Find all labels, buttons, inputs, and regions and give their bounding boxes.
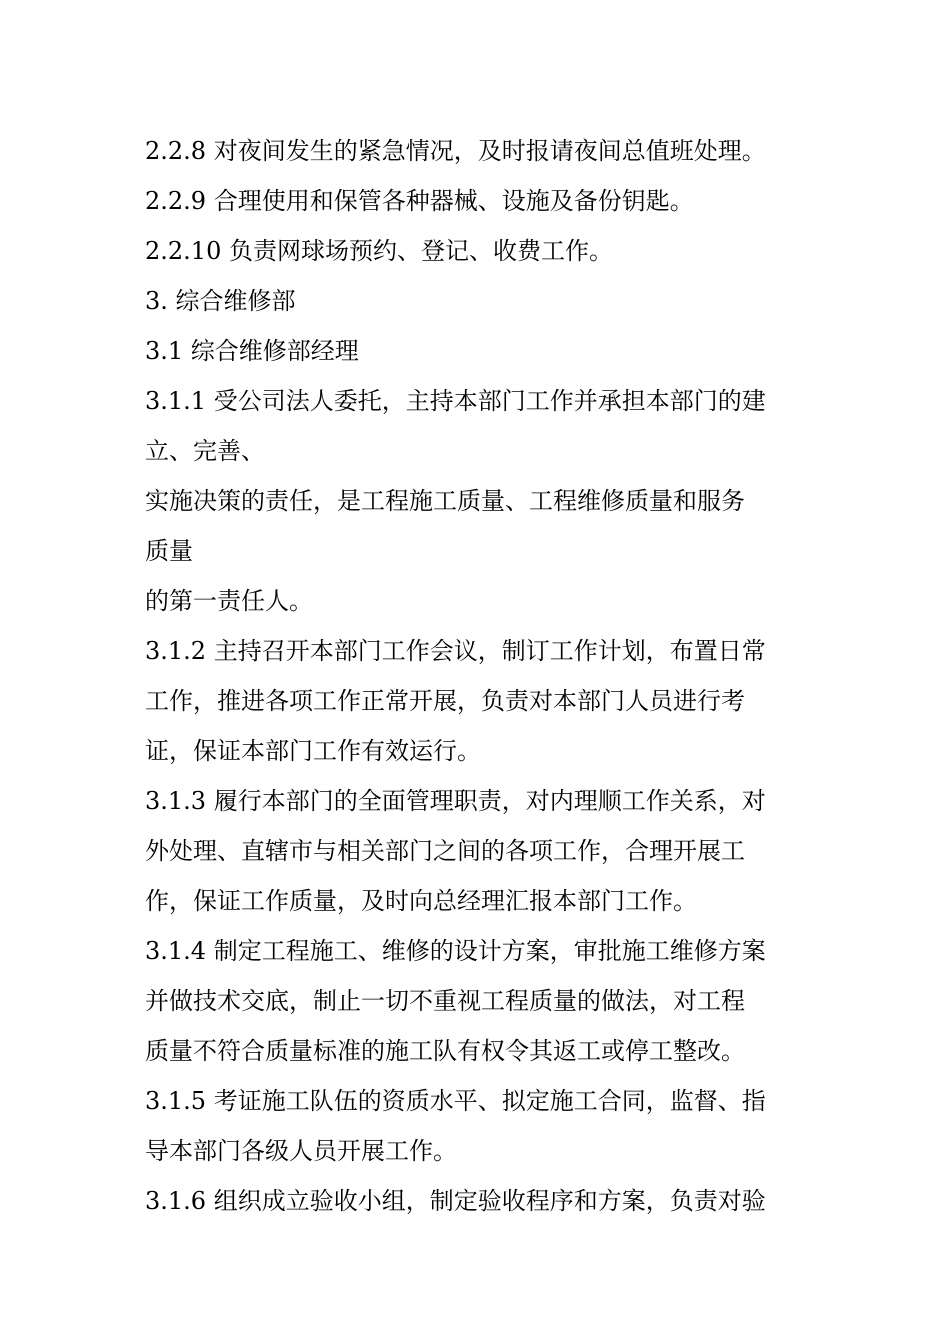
text-line: 外处理、直辖市与相关部门之间的各项工作，合理开展工 bbox=[145, 837, 745, 865]
section-heading: 3. 综合维修部 bbox=[145, 287, 296, 315]
text-line: 立、完善、 bbox=[145, 437, 265, 465]
text-line: 2.2.10 负责网球场预约、登记、收费工作。 bbox=[145, 237, 613, 265]
text-line: 3.1.6 组织成立验收小组，制定验收程序和方案，负责对验 bbox=[145, 1187, 766, 1215]
text-line: 2.2.8 对夜间发生的紧急情况，及时报请夜间总值班处理。 bbox=[145, 137, 766, 165]
text-line: 3.1.3 履行本部门的全面管理职责，对内理顺工作关系，对 bbox=[145, 787, 766, 815]
text-line: 证，保证本部门工作有效运行。 bbox=[145, 737, 481, 765]
text-line: 3.1.5 考证施工队伍的资质水平、拟定施工合同，监督、指 bbox=[145, 1087, 766, 1115]
text-line: 2.2.9 合理使用和保管各种器械、设施及备份钥匙。 bbox=[145, 187, 694, 215]
text-line: 3.1.4 制定工程施工、维修的设计方案，审批施工维修方案 bbox=[145, 937, 766, 965]
subsection-heading: 3.1 综合维修部经理 bbox=[145, 337, 359, 365]
text-line: 质量不符合质量标准的施工队有权令其返工或停工整改。 bbox=[145, 1037, 745, 1065]
document-body bbox=[145, 126, 815, 1226]
text-line: 工作，推进各项工作正常开展，负责对本部门人员进行考 bbox=[145, 687, 745, 715]
text-line: 的第一责任人。 bbox=[145, 587, 313, 615]
text-line: 3.1.2 主持召开本部门工作会议，制订工作计划，布置日常 bbox=[145, 637, 766, 665]
text-line: 质量 bbox=[145, 537, 193, 565]
text-line: 导本部门各级人员开展工作。 bbox=[145, 1137, 457, 1165]
text-line: 作，保证工作质量，及时向总经理汇报本部门工作。 bbox=[145, 887, 697, 915]
text-line: 3.1.1 受公司法人委托，主持本部门工作并承担本部门的建 bbox=[145, 387, 766, 415]
text-line: 实施决策的责任，是工程施工质量、工程维修质量和服务 bbox=[145, 487, 745, 515]
text-line: 并做技术交底，制止一切不重视工程质量的做法，对工程 bbox=[145, 987, 745, 1015]
